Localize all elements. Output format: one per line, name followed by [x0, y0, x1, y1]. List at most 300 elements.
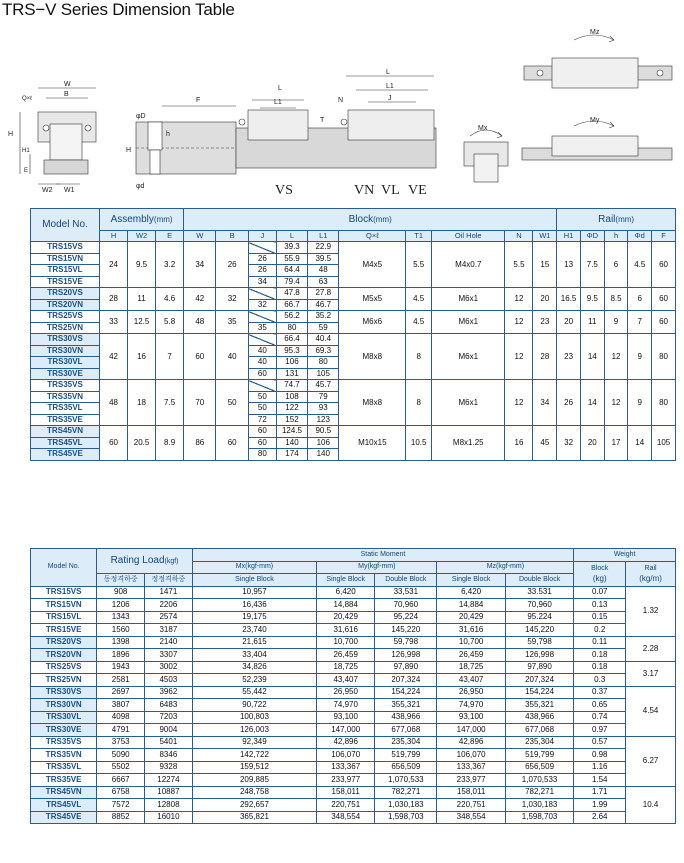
value-cell: 8 — [406, 334, 432, 380]
value-cell: 0.98 — [574, 749, 626, 762]
header-weight-rail — [626, 561, 676, 586]
value-cell: 220,751 — [317, 799, 375, 812]
label-N: N — [338, 97, 344, 104]
value-cell: 50 — [216, 380, 248, 426]
value-cell: 60 — [652, 288, 676, 311]
subheader-cell: H — [100, 231, 128, 242]
model-cell: TRS45VL — [31, 437, 100, 449]
value-cell: M8x1.25 — [432, 426, 505, 461]
header-double-block: Double Block — [375, 574, 437, 587]
value-cell: 20.5 — [128, 426, 156, 461]
value-cell: 2140 — [145, 636, 193, 649]
value-cell: M4x0.7 — [432, 242, 505, 288]
value-cell: 79.4 — [276, 276, 307, 288]
value-cell: 6,420 — [317, 586, 375, 599]
value-cell: 93,100 — [437, 711, 505, 724]
value-cell: 1896 — [97, 649, 145, 662]
value-cell: 0.07 — [574, 586, 626, 599]
model-cell: TRS25VN — [31, 674, 97, 687]
label-H1: H1 — [22, 148, 30, 154]
label-H: H — [8, 131, 14, 138]
model-cell: TRS20VS — [31, 636, 97, 649]
label-L1-vs: L1 — [274, 99, 282, 106]
value-cell: 0.74 — [574, 711, 626, 724]
dimension-table — [30, 208, 676, 461]
value-cell: 142,722 — [192, 749, 316, 762]
model-cell: TRS35VN — [31, 391, 100, 403]
table-row — [31, 811, 676, 824]
value-cell: 27.8 — [308, 288, 339, 300]
value-cell: 3962 — [145, 686, 193, 699]
value-cell: 9 — [604, 311, 628, 334]
header-assembly-label: Assembly — [110, 213, 154, 225]
value-cell: 18 — [128, 380, 156, 426]
value-cell: 14 — [580, 334, 604, 380]
value-cell: 131 — [276, 368, 307, 380]
value-cell: 14 — [580, 380, 604, 426]
value-cell: 50 — [248, 391, 276, 403]
label-E: E — [24, 168, 29, 174]
subheader-cell: Φd — [628, 231, 652, 242]
value-cell: 10,700 — [317, 636, 375, 649]
subheader-cell: Oil Hole — [432, 231, 505, 242]
value-cell: M6x1 — [432, 334, 505, 380]
value-cell: 0.11 — [574, 636, 626, 649]
side-view-vs-drawing — [236, 76, 436, 168]
header-block-label: Block — [591, 564, 609, 572]
value-cell: 9.5 — [128, 242, 156, 288]
value-cell: 39.3 — [276, 242, 307, 254]
value-cell: 60 — [216, 426, 248, 461]
value-cell: 16010 — [145, 811, 193, 824]
value-cell: 34 — [533, 380, 557, 426]
model-cell: TRS35VL — [31, 403, 100, 415]
rail-weight-cell: 10.4 — [626, 786, 676, 824]
value-cell: 292,657 — [192, 799, 316, 812]
value-cell: 105 — [652, 426, 676, 461]
value-cell: 32 — [248, 299, 276, 311]
model-cell: TRS15VN — [31, 253, 100, 265]
value-cell: 4098 — [97, 711, 145, 724]
value-cell: 2206 — [145, 599, 193, 612]
value-cell: 3753 — [97, 736, 145, 749]
subheader-cell: Q×ℓ — [339, 231, 406, 242]
table-row — [31, 749, 676, 762]
model-cell: TRS45VL — [31, 799, 97, 812]
table-row — [31, 661, 676, 674]
value-cell: 3002 — [145, 661, 193, 674]
model-cell: TRS45VN — [31, 426, 100, 438]
value-cell: 122 — [276, 403, 307, 415]
value-cell: 39.5 — [308, 253, 339, 265]
value-cell: 12 — [505, 288, 533, 311]
model-cell: TRS20VN — [31, 649, 97, 662]
value-cell: 80 — [308, 357, 339, 369]
value-cell: 1398 — [97, 636, 145, 649]
header-rail-label: Rail — [598, 213, 616, 225]
model-cell: TRS45VN — [31, 786, 97, 799]
value-cell: 13 — [557, 242, 581, 288]
mx-moment-drawing — [464, 130, 508, 182]
value-cell: 174 — [276, 449, 307, 461]
model-cell: TRS30VL — [31, 711, 97, 724]
model-cell: TRS30VN — [31, 699, 97, 712]
value-cell: 1,070,533 — [505, 774, 573, 787]
table-row — [31, 799, 676, 812]
rail-weight-cell: 6.27 — [626, 736, 676, 786]
value-cell: 16,436 — [192, 599, 316, 612]
label-phid: φd — [136, 183, 145, 190]
value-cell: 66.4 — [276, 334, 307, 346]
value-cell: 80 — [652, 334, 676, 380]
subheader-cell: W2 — [128, 231, 156, 242]
value-cell: 90.5 — [308, 426, 339, 438]
value-cell: 45.7 — [308, 380, 339, 392]
subheader-cell: T1 — [406, 231, 432, 242]
header-block-label: Block — [348, 213, 374, 225]
model-cell: TRS20VN — [31, 299, 100, 311]
rail-weight-cell: 4.54 — [626, 686, 676, 736]
table-row — [31, 624, 676, 637]
table-row — [31, 380, 676, 392]
value-cell: 1.16 — [574, 761, 626, 774]
value-cell: 9 — [628, 334, 652, 380]
label-T: T — [320, 117, 325, 124]
value-cell: 95,224 — [375, 611, 437, 624]
header-block — [184, 209, 557, 231]
header-static-load: 정정격하중 — [145, 574, 193, 587]
header-row — [31, 549, 676, 562]
value-cell: 233,977 — [317, 774, 375, 787]
value-cell: 1343 — [97, 611, 145, 624]
value-cell: 97,890 — [505, 661, 573, 674]
value-cell: 145,220 — [505, 624, 573, 637]
value-cell: 60 — [652, 242, 676, 288]
rail-weight-cell: 3.17 — [626, 661, 676, 686]
value-cell: 45 — [533, 426, 557, 461]
subheader-cell: h — [604, 231, 628, 242]
value-cell: 12 — [604, 380, 628, 426]
load-moment-table — [30, 548, 676, 824]
value-cell: 1,030,183 — [375, 799, 437, 812]
value-cell: 1206 — [97, 599, 145, 612]
value-cell: 108 — [276, 391, 307, 403]
value-cell: 782,271 — [505, 786, 573, 799]
value-cell: 233,977 — [437, 774, 505, 787]
value-cell: 0.2 — [574, 624, 626, 637]
value-cell: 1,598,703 — [375, 811, 437, 824]
value-cell: 26 — [557, 380, 581, 426]
table-row — [31, 611, 676, 624]
value-cell: 0.57 — [574, 736, 626, 749]
value-cell: 1471 — [145, 586, 193, 599]
value-cell: 95.224 — [505, 611, 573, 624]
label-h: h — [166, 131, 170, 138]
value-cell: 40 — [248, 345, 276, 357]
value-cell: 355,321 — [505, 699, 573, 712]
value-cell: 86 — [184, 426, 216, 461]
value-cell: 40.4 — [308, 334, 339, 346]
value-cell: 12274 — [145, 774, 193, 787]
value-cell: 106 — [308, 437, 339, 449]
value-cell: 147,000 — [317, 724, 375, 737]
model-cell: TRS35VN — [31, 749, 97, 762]
front-view-drawing — [20, 88, 96, 184]
value-cell: 158,011 — [437, 786, 505, 799]
subheader-cell: L1 — [308, 231, 339, 242]
value-cell: 154,224 — [505, 686, 573, 699]
value-cell: 26,459 — [317, 649, 375, 662]
value-cell — [248, 380, 276, 392]
value-cell: 60 — [248, 437, 276, 449]
value-cell: 1,030,183 — [505, 799, 573, 812]
value-cell: 1.71 — [574, 786, 626, 799]
table-row — [31, 288, 676, 300]
value-cell: 33.531 — [505, 586, 573, 599]
value-cell: 12808 — [145, 799, 193, 812]
value-cell: M8x8 — [339, 380, 406, 426]
value-cell: 207,324 — [375, 674, 437, 687]
value-cell: 8.9 — [156, 426, 184, 461]
value-cell: 438,966 — [505, 711, 573, 724]
value-cell: M6x1 — [432, 288, 505, 311]
value-cell: 5.5 — [505, 242, 533, 288]
model-cell: TRS15VE — [31, 276, 100, 288]
value-cell: 26,950 — [317, 686, 375, 699]
table-row — [31, 686, 676, 699]
value-cell: 26 — [216, 242, 248, 288]
value-cell: 159,512 — [192, 761, 316, 774]
model-cell: TRS30VE — [31, 368, 100, 380]
value-cell: 5.5 — [406, 242, 432, 288]
model-cell: TRS45VE — [31, 811, 97, 824]
table-row — [31, 599, 676, 612]
value-cell: 10,957 — [192, 586, 316, 599]
value-cell: 60 — [248, 426, 276, 438]
value-cell: 133,367 — [317, 761, 375, 774]
value-cell: 10887 — [145, 786, 193, 799]
table-row — [31, 711, 676, 724]
value-cell: 106 — [276, 357, 307, 369]
value-cell: 93,100 — [317, 711, 375, 724]
table-row — [31, 649, 676, 662]
label-L: L — [386, 69, 390, 76]
value-cell: 4791 — [97, 724, 145, 737]
value-cell: M4x5 — [339, 242, 406, 288]
value-cell: 1,070,533 — [375, 774, 437, 787]
value-cell: 248,758 — [192, 786, 316, 799]
value-cell: 48 — [184, 311, 216, 334]
value-cell: 42,896 — [437, 736, 505, 749]
model-cell: TRS35VL — [31, 761, 97, 774]
value-cell: 348,554 — [437, 811, 505, 824]
value-cell: 519,799 — [505, 749, 573, 762]
value-cell: 123 — [308, 414, 339, 426]
header-mz: Mz(kgf-mm) — [437, 561, 574, 574]
value-cell: 35.2 — [308, 311, 339, 323]
header-row — [31, 209, 676, 231]
value-cell: 34 — [184, 242, 216, 288]
label-VS: VS — [275, 183, 293, 198]
value-cell: 23 — [533, 311, 557, 334]
value-cell: 9328 — [145, 761, 193, 774]
label-Mz: Mz — [590, 29, 600, 36]
table-row — [31, 761, 676, 774]
model-cell: TRS30VS — [31, 686, 97, 699]
model-cell: TRS35VS — [31, 736, 97, 749]
label-B: B — [64, 91, 69, 98]
value-cell: 3807 — [97, 699, 145, 712]
value-cell: 24 — [100, 242, 128, 288]
table-row — [31, 736, 676, 749]
header-single-block: Single Block — [317, 574, 375, 587]
value-cell: 74,970 — [437, 699, 505, 712]
header-rating-unit: (kgf) — [164, 557, 179, 565]
page-title: TRS−V Series Dimension Table — [2, 0, 235, 19]
value-cell: 355,321 — [375, 699, 437, 712]
value-cell: 33 — [100, 311, 128, 334]
value-cell: 33,404 — [192, 649, 316, 662]
subheader-cell: W — [184, 231, 216, 242]
model-cell: TRS15VN — [31, 599, 97, 612]
value-cell: 43,407 — [437, 674, 505, 687]
value-cell: 43,407 — [317, 674, 375, 687]
label-H-rail: H — [126, 147, 132, 154]
value-cell: 133,367 — [437, 761, 505, 774]
model-cell: TRS30VE — [31, 724, 97, 737]
value-cell: 70,960 — [375, 599, 437, 612]
value-cell: 5090 — [97, 749, 145, 762]
table-row — [31, 311, 676, 323]
model-cell: TRS35VS — [31, 380, 100, 392]
header-model: Model No. — [31, 549, 97, 587]
value-cell: 32 — [557, 426, 581, 461]
table-row — [31, 674, 676, 687]
value-cell: 80 — [276, 322, 307, 334]
value-cell — [248, 334, 276, 346]
value-cell: 26,459 — [437, 649, 505, 662]
header-my: My(kgf-mm) — [317, 561, 437, 574]
model-cell: TRS35VE — [31, 414, 100, 426]
value-cell: 12 — [505, 311, 533, 334]
value-cell: 42 — [100, 334, 128, 380]
value-cell: 235,304 — [375, 736, 437, 749]
value-cell: 3.2 — [156, 242, 184, 288]
label-F: F — [196, 97, 201, 104]
header-single-block: Single Block — [437, 574, 505, 587]
header-block-unit: (kg) — [592, 573, 607, 583]
value-cell: 63 — [308, 276, 339, 288]
value-cell: 56.2 — [276, 311, 307, 323]
label-W: W — [64, 81, 71, 88]
value-cell: 34 — [248, 276, 276, 288]
label-VL: VL — [381, 183, 400, 198]
dimension-drawings — [0, 24, 684, 200]
value-cell: 69.3 — [308, 345, 339, 357]
value-cell: 126,003 — [192, 724, 316, 737]
value-cell: 64.4 — [276, 265, 307, 277]
value-cell: 22.9 — [308, 242, 339, 254]
value-cell: 348,554 — [317, 811, 375, 824]
model-cell: TRS25VN — [31, 322, 100, 334]
value-cell: 16 — [128, 334, 156, 380]
value-cell: 8852 — [97, 811, 145, 824]
value-cell: 80 — [652, 380, 676, 426]
header-rail-label: Rail — [644, 564, 657, 572]
model-cell: TRS15VE — [31, 624, 97, 637]
value-cell: 35 — [248, 322, 276, 334]
subheader-cell: B — [216, 231, 248, 242]
value-cell — [248, 288, 276, 300]
value-cell: 9 — [628, 380, 652, 426]
table-row — [31, 586, 676, 599]
value-cell: 42 — [184, 288, 216, 311]
model-cell: TRS15VS — [31, 242, 100, 254]
value-cell: 26 — [248, 265, 276, 277]
value-cell: 12 — [505, 380, 533, 426]
value-cell: 6758 — [97, 786, 145, 799]
model-cell: TRS15VL — [31, 611, 97, 624]
value-cell: 60 — [184, 334, 216, 380]
model-cell: TRS30VN — [31, 345, 100, 357]
value-cell: 20 — [557, 311, 581, 334]
value-cell: 97,890 — [375, 661, 437, 674]
value-cell: 12 — [604, 334, 628, 380]
value-cell: 4.6 — [156, 288, 184, 311]
value-cell: 782,271 — [375, 786, 437, 799]
value-cell: 79 — [308, 391, 339, 403]
value-cell: 23 — [557, 334, 581, 380]
table-row — [31, 786, 676, 799]
value-cell: 60 — [248, 368, 276, 380]
value-cell: 55,442 — [192, 686, 316, 699]
value-cell: 40 — [216, 334, 248, 380]
value-cell: 35 — [216, 311, 248, 334]
model-cell: TRS30VS — [31, 334, 100, 346]
value-cell: 7 — [156, 334, 184, 380]
table-row — [31, 774, 676, 787]
value-cell: 6483 — [145, 699, 193, 712]
value-cell: 19,175 — [192, 611, 316, 624]
value-cell: 154,224 — [375, 686, 437, 699]
value-cell: 235,304 — [505, 736, 573, 749]
value-cell: 106,070 — [317, 749, 375, 762]
value-cell: 6667 — [97, 774, 145, 787]
table-row — [31, 426, 676, 438]
label-J: J — [388, 95, 392, 102]
value-cell: 0.97 — [574, 724, 626, 737]
value-cell: 18,725 — [437, 661, 505, 674]
value-cell: 92,349 — [192, 736, 316, 749]
value-cell: 20,429 — [317, 611, 375, 624]
label-My: My — [590, 117, 600, 124]
value-cell: 2581 — [97, 674, 145, 687]
value-cell: 11 — [580, 311, 604, 334]
value-cell: 2.64 — [574, 811, 626, 824]
value-cell: 3307 — [145, 649, 193, 662]
value-cell: 0.37 — [574, 686, 626, 699]
value-cell: 12 — [505, 334, 533, 380]
value-cell: 59 — [308, 322, 339, 334]
value-cell: 677,068 — [505, 724, 573, 737]
header-block-unit: (mm) — [373, 214, 392, 224]
value-cell: 8 — [406, 380, 432, 426]
value-cell: 0.13 — [574, 599, 626, 612]
value-cell: 908 — [97, 586, 145, 599]
value-cell: 519,799 — [375, 749, 437, 762]
value-cell: 28 — [533, 334, 557, 380]
value-cell: 6,420 — [437, 586, 505, 599]
